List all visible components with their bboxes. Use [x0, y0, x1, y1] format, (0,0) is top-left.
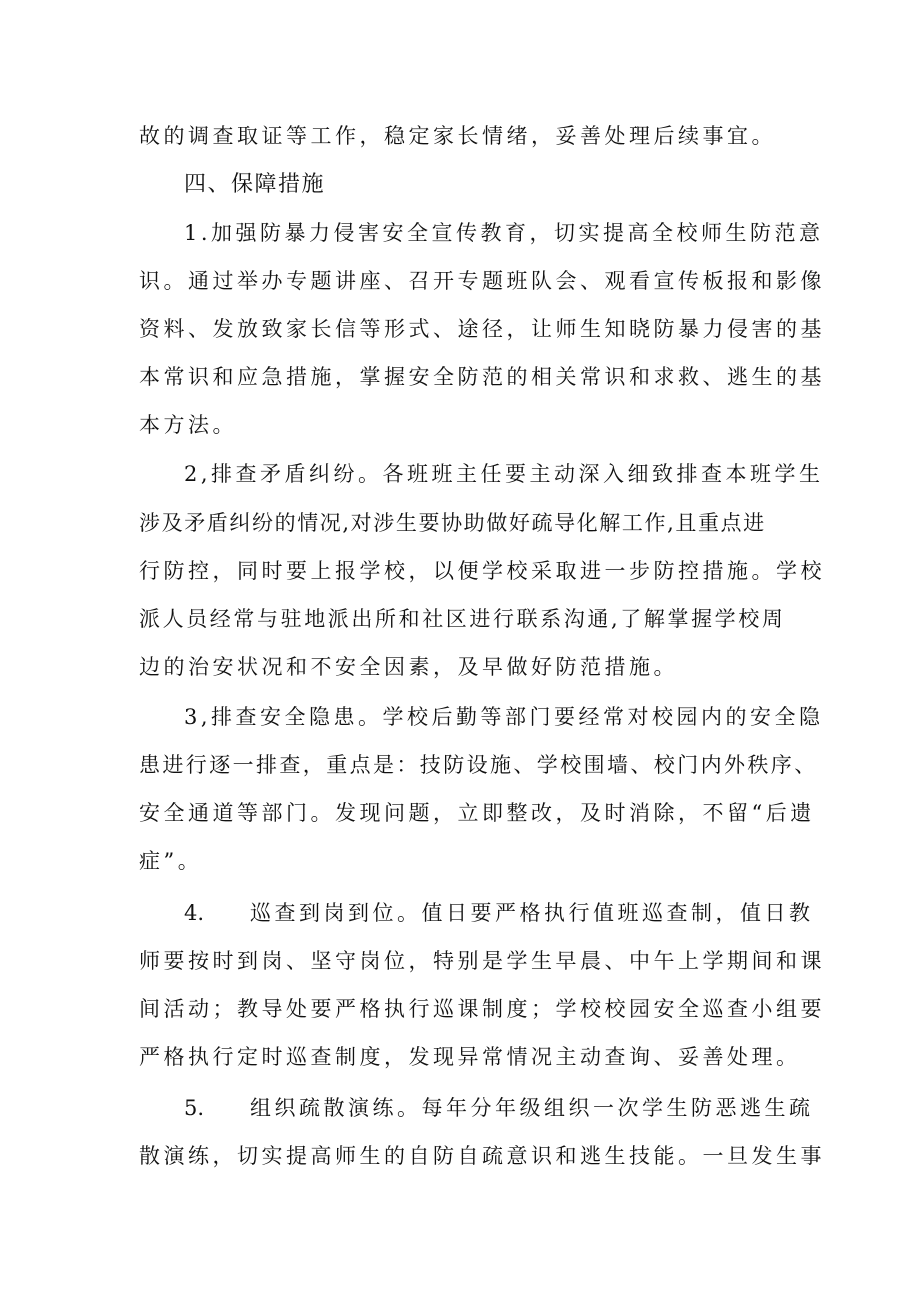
paragraph-4-line-1-text: 巡查到岗到位。值日要严格执行值班巡查制，值日教: [250, 901, 814, 925]
paragraph-4-line-1: [184, 899, 814, 927]
paragraph-1-line-4: 本常识和应急措施，掌握安全防范的相关常识和求救、逃生的基: [139, 365, 825, 389]
paragraph-1-line-3: 资料、发放致家长信等形式、途径，让师生知晓防暴力侵害的基: [139, 317, 825, 341]
paragraph-4-number: 4.: [184, 901, 205, 925]
paragraph-3-line-1: 3,排查安全隐患。学校后勤等部门要经常对校园内的安全隐: [184, 705, 824, 729]
paragraph-4-line-4: 严格执行定时巡查制度，发现异常情况主动查询、妥善处理。: [139, 1045, 801, 1069]
paragraph-3-line-3: 安全通道等部门。发现问题，立即整改，及时消除，不留“后遗: [139, 801, 815, 825]
paragraph-2-line-5: 边的治安状况和不安全因素，及早做好防范措施。: [139, 655, 678, 679]
paragraph-5-line-1: [184, 1094, 814, 1122]
paragraph-1-line-5: 本方法。: [139, 413, 237, 437]
paragraph-3-line-2: 患进行逐一排查，重点是：技防设施、学校围墙、校门内外秩序、: [139, 753, 818, 777]
paragraph-2-line-1: 2,排查矛盾纠纷。各班班主任要主动深入细致排查本班学生: [184, 462, 824, 486]
paragraph-1-line-1: 1.加强防暴力侵害安全宣传教育，切实提高全校师生防范意: [184, 221, 824, 245]
continuation-line: 故的调查取证等工作，稳定家长情绪，妥善处理后续事宜。: [139, 124, 776, 148]
paragraph-4-line-2: 师要按时到岗、坚守岗位，特别是学生早晨、中午上学期间和课: [139, 949, 825, 973]
paragraph-4-line-3: 间活动；教导处要严格执行巡课制度；学校校园安全巡查小组要: [139, 997, 825, 1021]
paragraph-5-line-1-text: 组织疏散演练。每年分年级组织一次学生防恶逃生疏: [250, 1096, 814, 1120]
paragraph-5-line-2: 散演练，切实提高师生的自防自疏意识和逃生技能。一旦发生事: [139, 1144, 825, 1168]
section-heading: 四、保障措施: [184, 172, 326, 197]
paragraph-2-line-2: 涉及矛盾纠纷的情况,对涉生要协助做好疏导化解工作,且重点进: [139, 511, 766, 535]
paragraph-3-line-4: 症”。: [139, 849, 203, 873]
paragraph-5-number: 5.: [184, 1096, 205, 1120]
paragraph-2-line-4: 派人员经常与驻地派出所和社区进行联系沟通,了解掌握学校周: [139, 607, 786, 631]
paragraph-2-line-3: 行防控，同时要上报学校，以便学校采取进一步防控措施。学校: [139, 559, 825, 583]
paragraph-1-line-2: 识。通过举办专题讲座、召开专题班队会、观看宣传板报和影像: [139, 269, 825, 293]
